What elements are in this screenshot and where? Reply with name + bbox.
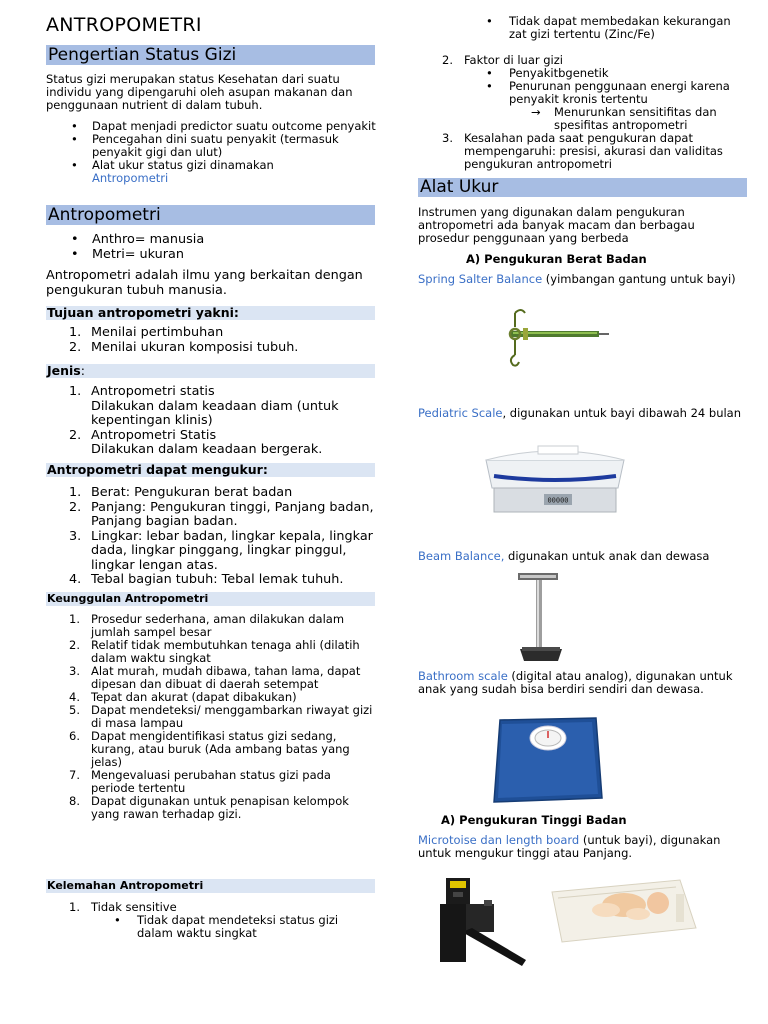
antropometri-bullets xyxy=(71,233,376,262)
beam-balance-image xyxy=(516,571,566,663)
bathroom-scale-image xyxy=(490,714,606,806)
list-item: • Penurunan penggunaan energi karena penyakit kronis tertentu xyxy=(486,79,730,106)
list-item: 3. Alat murah, mudah dibawa, tahan lama, dapat dipesan dan dibuat di daerah setempat xyxy=(69,664,361,691)
list-item: 1. Antropometri statis Dilakukan dalam keadaan diam (untuk kepentingan klinis) xyxy=(69,384,339,428)
spring-salter-caption: Spring Salter Balance (yimbangan gantung untuk bayi) xyxy=(418,272,736,286)
antropometri-link[interactable]: Antropometri xyxy=(92,171,169,185)
list-item: 2. Panjang: Pengukuran tinggi, Panjang badan, Panjang bagian badan. xyxy=(69,499,374,529)
list-item: 2. Faktor di luar gizi xyxy=(442,53,563,67)
list-item: 8. Dapat digunakan untuk penapisan kelompok yang rawan terhadap gizi. xyxy=(69,794,349,821)
pediatric-scale-link[interactable]: Pediatric Scale xyxy=(418,406,503,420)
list-item: 5. Dapat mendeteksi/ menggambarkan riwayat gizi di masa lampau xyxy=(69,703,373,730)
section-heading-alat-ukur: Alat Ukur xyxy=(418,178,747,197)
spring-salter-link[interactable]: Spring Salter Balance xyxy=(418,272,543,286)
subheading-keunggulan: Keunggulan Antropometri xyxy=(46,592,375,606)
pengertian-paragraph: Status gizi merupakan status Kesehatan dari suatu individu yang dipengaruhi oleh asupan makanan dan penggunaan nutrient di dalam tubuh. xyxy=(46,72,353,112)
length-board-image xyxy=(548,878,698,944)
subheading-mengukur: Antropometri dapat mengukur: xyxy=(46,463,375,477)
microtoise-caption: Microtoise dan length board (untuk bayi), digunakan untuk mengukur tinggi atau Panjang. xyxy=(418,833,721,860)
microtoise-link[interactable]: Microtoise dan length board xyxy=(418,833,580,847)
scale-display: 00000 xyxy=(547,496,569,505)
beam-caption: Beam Balance, digunakan untuk anak dan dewasa xyxy=(418,549,710,563)
list-item: • Penyakitbgenetik xyxy=(486,66,609,80)
spring-balance-image xyxy=(493,305,613,373)
pediatric-scale-image xyxy=(480,440,630,520)
mengukur-list xyxy=(69,486,376,588)
list-item: 2. Antropometri Statis Dilakukan dalam keadaan bergerak. xyxy=(69,427,323,457)
antropometri-paragraph: Antropometri adalah ilmu yang berkaitan dengan pengukuran tubuh manusia. xyxy=(46,268,363,298)
tujuan-list xyxy=(69,326,376,355)
list-item: • Tidak dapat membedakan kekurangan zat gizi tertentu (Zinc/Fe) xyxy=(486,14,731,41)
list-item: • Alat ukur status gizi dinamakan Antropometri xyxy=(71,158,274,185)
section-heading-antropometri: Antropometri xyxy=(46,205,375,225)
list-item: 1. Berat: Pengukuran berat badan xyxy=(69,485,293,500)
list-item: 7. Mengevaluasi perubahan status gizi pada periode tertentu xyxy=(69,768,331,795)
pediatric-caption: Pediatric Scale, digunakan untuk bayi dibawah 24 bulan xyxy=(418,406,742,420)
list-item: • Metri= ukuran xyxy=(71,246,184,262)
kelemahan-list-2 xyxy=(442,54,748,171)
kelemahan-list xyxy=(69,901,376,940)
bathroom-caption: Bathroom scale (digital atau analog), digunakan untuk anak yang sudah bisa berdiri sendiri dan dewasa. xyxy=(418,669,733,696)
list-item: 1. Menilai pertimbuhan xyxy=(69,325,224,340)
beam-balance-link[interactable]: Beam Balance, xyxy=(418,549,505,563)
list-item: • Pencegahan dini suatu penyakit (termasuk penyakit gigi dan ulut) xyxy=(71,132,339,159)
list-item: 3. Lingkar: lebar badan, lingkar kepala, lingkar dada, lingkar pinggang, lingkar pinggul, lingkar lengan atas. xyxy=(69,528,373,573)
jenis-list xyxy=(69,385,376,458)
alat-paragraph: Instrumen yang digunakan dalam pengukuran antropometri ada banyak macam dan berbagau prosedur penggunaan yang berbeda xyxy=(418,205,695,245)
list-item: 3. Kesalahan pada saat pengukuran dapat mempengaruhi: presisi, akurasi dan validitas pengukuran antropometri xyxy=(442,131,723,171)
list-item: • Dapat menjadi predictor suatu outcome penyakit xyxy=(71,119,376,133)
section-heading-pengertian: Pengertian Status Gizi xyxy=(46,45,375,65)
list-item: 4. Tebal bagian tubuh: Tebal lemak tuhuh. xyxy=(69,572,344,587)
pengertian-bullets xyxy=(71,120,376,185)
subheading-kelemahan: Kelemahan Antropometri xyxy=(46,879,375,893)
heading-tinggi-badan: A) Pengukuran Tinggi Badan xyxy=(441,813,627,827)
list-item: 4. Tepat dan akurat (dapat dibakukan) xyxy=(69,690,297,704)
bathroom-scale-link[interactable]: Bathroom scale xyxy=(418,669,508,683)
document-title: ANTROPOMETRI xyxy=(46,14,202,36)
microtoise-image xyxy=(436,874,530,970)
keunggulan-list xyxy=(69,613,376,821)
list-item: • Tidak dapat mendeteksi status gizi dalam waktu singkat xyxy=(114,913,339,940)
subheading-tujuan: Tujuan antropometri yakni: xyxy=(46,306,375,320)
list-item: 1. Tidak sensitive xyxy=(69,900,177,914)
kelemahan-continued xyxy=(486,15,748,41)
list-item: 1. Prosedur sederhana, aman dilakukan dalam jumlah sampel besar xyxy=(69,612,345,639)
list-item: → Menurunkan sensitifitas dan spesifitas antropometri xyxy=(531,105,717,132)
heading-berat-badan: A) Pengukuran Berat Badan xyxy=(466,252,647,266)
list-item: 2. Relatif tidak membutuhkan tenaga ahli (dilatih dalam waktu singkat xyxy=(69,638,360,665)
list-item: • Anthro= manusia xyxy=(71,232,205,247)
list-item: 2. Menilai ukuran komposisi tubuh. xyxy=(69,339,299,355)
list-item: 6. Dapat mengidentifikasi status gizi sedang, kurang, atau buruk (Ada ambang batas yang jelas) xyxy=(69,729,350,769)
arrow-icon: → xyxy=(531,105,541,119)
subheading-jenis: Jenis: xyxy=(46,364,375,378)
